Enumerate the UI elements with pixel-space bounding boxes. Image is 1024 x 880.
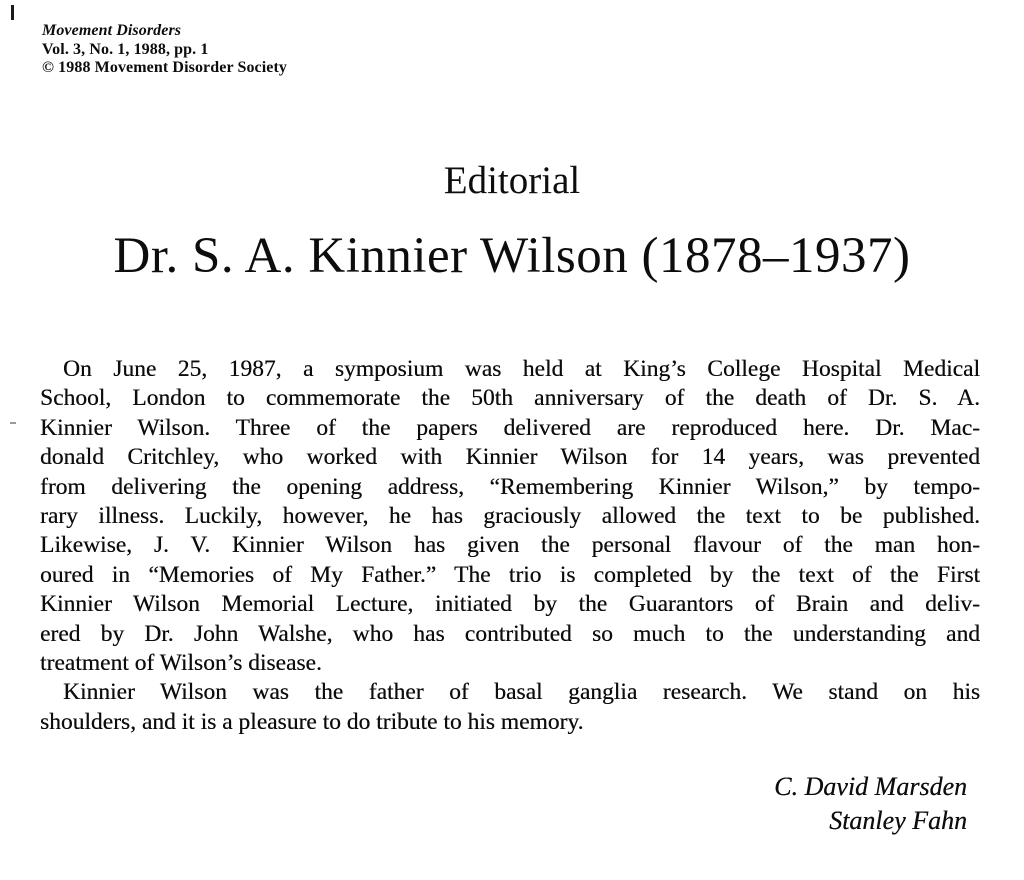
text-line: ered by Dr. John Walshe, who has contributed so much to the understanding and	[40, 620, 980, 647]
author-signature-2: Stanley Fahn	[829, 805, 967, 835]
scan-speck	[10, 422, 16, 424]
section-heading: Editorial	[443, 159, 581, 202]
text-line: On June 25, 1987, a symposium was held at King’s College Hospital Medical	[63, 356, 980, 382]
text-line: Kinnier Wilson. Three of the papers delivered are reproduced here. Dr. Mac-	[40, 414, 980, 441]
journal-header	[42, 22, 287, 78]
body-paragraph	[40, 678, 980, 737]
body-paragraph	[40, 355, 980, 678]
text-line: rary illness. Luckily, however, he has graciously allowed the text to be published.	[40, 503, 980, 530]
article-body	[40, 355, 980, 737]
article-title: Dr. S. A. Kinnier Wilson (1878–1937)	[113, 228, 911, 284]
journal-name: Movement Disorders	[42, 22, 182, 39]
text-line: shoulders, and it is a pleasure to do tribute to his memory.	[40, 708, 584, 735]
text-line: Kinnier Wilson Memorial Lecture, initiated by the Guarantors of Brain and deliv-	[40, 591, 980, 618]
text-line: oured in “Memories of My Father.” The trio is completed by the text of the First	[40, 561, 980, 588]
journal-issue-info: Vol. 3, No. 1, 1988, pp. 1	[42, 40, 209, 58]
text-line: donald Critchley, who worked with Kinnier Wilson for 14 years, was prevented	[40, 444, 980, 471]
text-line: Kinnier Wilson was the father of basal ganglia research. We stand on his	[63, 679, 980, 706]
text-line: Likewise, J. V. Kinnier Wilson has given the personal flavour of the man hon-	[40, 532, 980, 559]
signature-block	[774, 770, 967, 837]
journal-copyright: © 1988 Movement Disorder Society	[42, 59, 288, 76]
text-line: School, London to commemorate the 50th anniversary of the death of Dr. S. A.	[40, 385, 980, 412]
text-line: treatment of Wilson’s disease.	[40, 650, 322, 677]
author-signature-1: C. David Marsden	[774, 772, 967, 801]
text-line: from delivering the opening address, “Remembering Kinnier Wilson,” by tempo-	[40, 473, 980, 500]
scan-artifact-mark	[11, 5, 14, 20]
